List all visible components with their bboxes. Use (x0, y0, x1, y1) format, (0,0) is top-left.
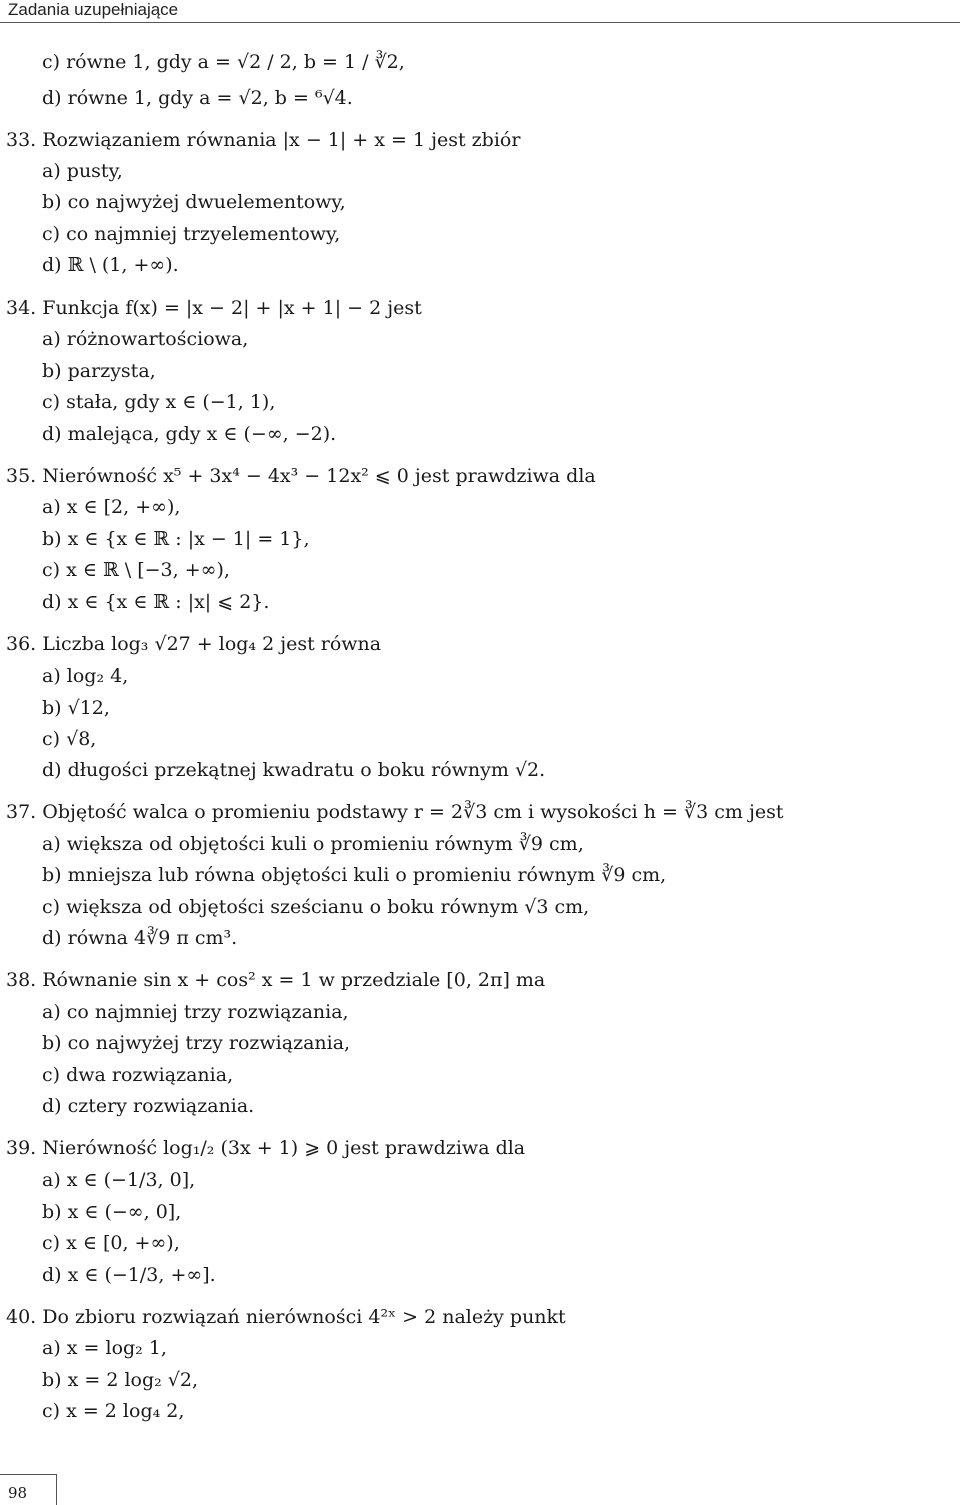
option-line: d) ℝ \ (1, +∞). (42, 254, 179, 276)
question-34: 34. Funkcja f(x) = |x − 2| + |x + 1| − 2 jest (6, 297, 422, 319)
question-33: 33. Rozwiązaniem równania |x − 1| + x = 1 jest zbiór (6, 129, 521, 151)
option-line: c) x = 2 log₄ 2, (42, 1400, 185, 1422)
option-line: d) cztery rozwiązania. (42, 1095, 255, 1117)
option-line: c) co najmniej trzyelementowy, (42, 223, 341, 245)
question-40: 40. Do zbioru rozwiązań nierówności 4²ˣ > 2 należy punkt (6, 1306, 566, 1328)
option-line: b) x ∈ (−∞, 0], (42, 1201, 182, 1223)
option-line: c) większa od objętości sześcianu o boku równym √3 cm, (42, 896, 590, 918)
page-number: 98 (8, 1484, 28, 1502)
option-line: a) x = log₂ 1, (42, 1337, 167, 1359)
option-line: a) większa od objętości kuli o promieniu równym ∛9 cm, (42, 833, 584, 855)
option-line: b) mniejsza lub równa objętości kuli o promieniu równym ∛9 cm, (42, 864, 667, 886)
option-line: a) pusty, (42, 160, 123, 182)
option-line: d) x ∈ {x ∈ ℝ : |x| ⩽ 2}. (42, 591, 270, 613)
question-37: 37. Objętość walca o promieniu podstawy r = 2∛3 cm i wysokości h = ∛3 cm jest (6, 801, 784, 823)
option-line: d) malejąca, gdy x ∈ (−∞, −2). (42, 423, 337, 445)
option-line: a) x ∈ (−1/3, 0], (42, 1169, 196, 1191)
option-line: b) x = 2 log₂ √2, (42, 1369, 199, 1391)
option-line: c) x ∈ [0, +∞), (42, 1232, 180, 1254)
question-38: 38. Równanie sin x + cos² x = 1 w przedziale [0, 2π] ma (6, 969, 546, 991)
option-line: c) x ∈ ℝ \ [−3, +∞), (42, 559, 230, 581)
option-line: d) x ∈ (−1/3, +∞]. (42, 1264, 216, 1286)
option-line: d) długości przekątnej kwadratu o boku równym √2. (42, 759, 546, 781)
option-line: b) x ∈ {x ∈ ℝ : |x − 1| = 1}, (42, 528, 310, 550)
option-line: c) równe 1, gdy a = √2 / 2, b = 1 / ∛2, (42, 51, 405, 73)
option-line: a) różnowartościowa, (42, 328, 249, 350)
option-line: c) dwa rozwiązania, (42, 1064, 234, 1086)
option-line: d) równe 1, gdy a = √2, b = ⁶√4. (42, 87, 353, 109)
option-line: d) równa 4∛9 π cm³. (42, 927, 238, 949)
option-line: b) √12, (42, 697, 110, 719)
option-line: b) co najwyżej dwuelementowy, (42, 191, 346, 213)
question-36: 36. Liczba log₃ √27 + log₄ 2 jest równa (6, 633, 382, 655)
header-rule (0, 22, 960, 23)
question-39: 39. Nierówność log₁/₂ (3x + 1) ⩾ 0 jest prawdziwa dla (6, 1137, 526, 1159)
option-line: c) √8, (42, 728, 97, 750)
option-line: b) co najwyżej trzy rozwiązania, (42, 1032, 351, 1054)
running-header: Zadania uzupełniające (8, 0, 179, 19)
question-35: 35. Nierówność x⁵ + 3x⁴ − 4x³ − 12x² ⩽ 0 jest prawdziwa dla (6, 465, 596, 487)
option-line: a) x ∈ [2, +∞), (42, 496, 181, 518)
option-line: c) stała, gdy x ∈ (−1, 1), (42, 391, 276, 413)
option-line: b) parzysta, (42, 360, 156, 382)
option-line: a) co najmniej trzy rozwiązania, (42, 1001, 349, 1023)
option-line: a) log₂ 4, (42, 665, 129, 687)
